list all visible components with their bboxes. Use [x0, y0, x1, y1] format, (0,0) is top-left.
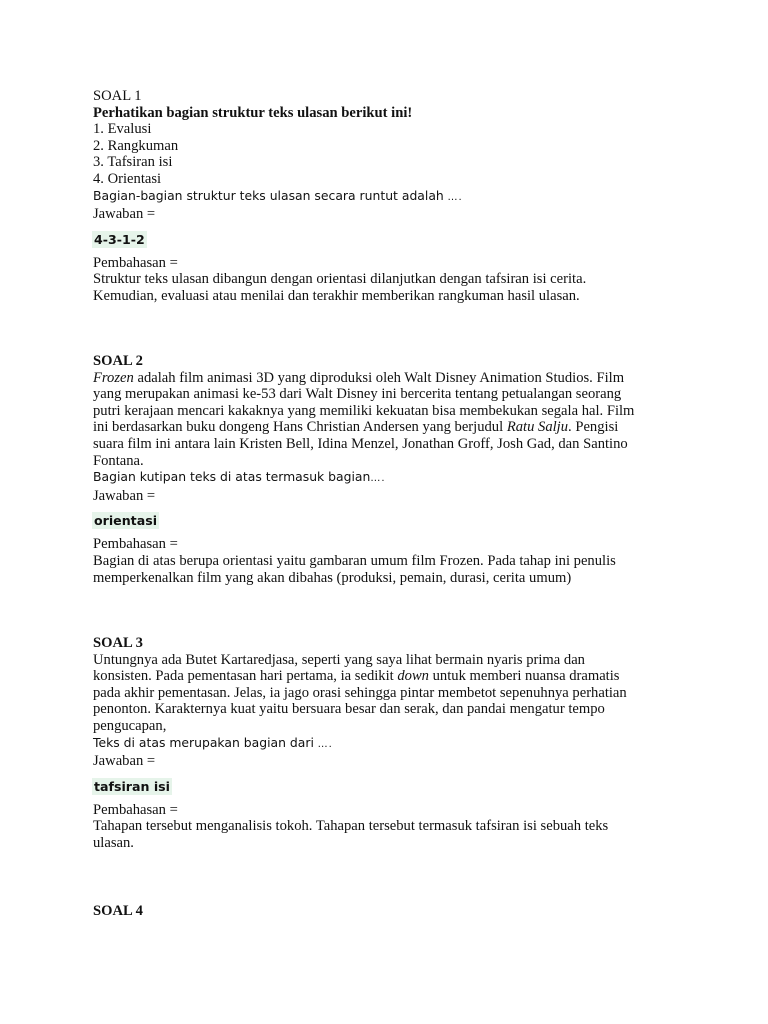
discussion-line: ulasan. — [93, 834, 134, 851]
answer-highlight: tafsiran isi — [94, 778, 170, 794]
passage-line: penonton. Karakternya kuat yaitu bersuara besar dan serak, dan pandai mengatur tempo — [93, 701, 605, 718]
option-3: 3. Tafsiran isi — [93, 154, 173, 171]
question-2-title: SOAL 2 — [93, 353, 143, 369]
question-3-title: SOAL 3 — [93, 635, 143, 651]
discussion-label: Pembahasan = — [93, 801, 178, 818]
question-1-instruction: Perhatikan bagian struktur teks ulasan berikut ini! — [93, 104, 413, 121]
question-2 — [93, 353, 683, 586]
passage-line: yang merupakan animasi ke-53 dari Walt Disney ini bercerita tentang petualangan seorang — [93, 386, 622, 403]
passage-line: pada akhir pementasan. Jelas, ia jago orasi sehingga pintar membetot sepenuhnya perhatian — [93, 684, 627, 701]
answer-label: Jawaban = — [93, 753, 156, 770]
discussion-line: Tahapan tersebut menganalisis tokoh. Tahapan tersebut termasuk tafsiran isi sebuah teks — [93, 818, 609, 835]
answer-label: Jawaban = — [93, 206, 156, 223]
discussion-line: Kemudian, evaluasi atau menilai dan terakhir memberikan rangkuman hasil ulasan. — [93, 287, 580, 304]
discussion-label: Pembahasan = — [93, 254, 178, 271]
option-4: 4. Orientasi — [93, 170, 162, 187]
passage-line: pengucapan, — [93, 717, 167, 734]
answer-highlight: 4-3-1-2 — [94, 231, 145, 247]
discussion-line: memperkenalkan film yang akan dibahas (produksi, pemain, durasi, cerita umum) — [93, 569, 572, 586]
question-1-title: SOAL 1 — [93, 88, 142, 104]
question-1 — [93, 88, 683, 305]
passage-line: konsisten. Pada pementasan hari pertama, ia sedikit down untuk memberi nuansa dramatis — [93, 668, 620, 685]
question-4 — [93, 903, 683, 920]
passage-line: Untungnya ada Butet Kartaredjasa, seperti yang saya lihat bermain nyaris prima dan — [93, 651, 585, 668]
passage-line: suara film ini antara lain Kristen Bell, Idina Menzel, Jonathan Groff, Josh Gad, dan Santino — [93, 435, 628, 452]
option-1: 1. Evalusi — [93, 121, 152, 138]
passage-line: ini berdasarkan buku dongeng Hans Christian Andersen yang berjudul Ratu Salju. Pengisi — [93, 419, 619, 436]
option-2: 2. Rangkuman — [93, 137, 179, 154]
answer-highlight: orientasi — [94, 513, 158, 529]
discussion-line: Bagian di atas berupa orientasi yaitu gambaran umum film Frozen. Pada tahap ini penulis — [93, 552, 616, 569]
answer-label: Jawaban = — [93, 487, 156, 504]
discussion-label: Pembahasan = — [93, 536, 178, 553]
discussion-line: Struktur teks ulasan dibangun dengan orientasi dilanjutkan dengan tafsiran isi cerita. — [93, 271, 587, 288]
question-1-prompt: Bagian-bagian struktur teks ulasan secara runtut adalah …. — [93, 187, 463, 203]
question-4-title: SOAL 4 — [93, 903, 143, 919]
question-2-prompt: Bagian kutipan teks di atas termasuk bagian…. — [93, 469, 386, 485]
passage-line: putri kerajaan mencari kakaknya yang memiliki kekuatan bisa membekukan segala hal. Film — [93, 402, 635, 419]
question-3 — [93, 635, 683, 852]
passage-line: Frozen adalah film animasi 3D yang diproduksi oleh Walt Disney Animation Studios. Film — [93, 369, 625, 386]
passage-line: Fontana. — [93, 452, 144, 469]
question-3-prompt: Teks di atas merupakan bagian dari …. — [93, 734, 333, 750]
